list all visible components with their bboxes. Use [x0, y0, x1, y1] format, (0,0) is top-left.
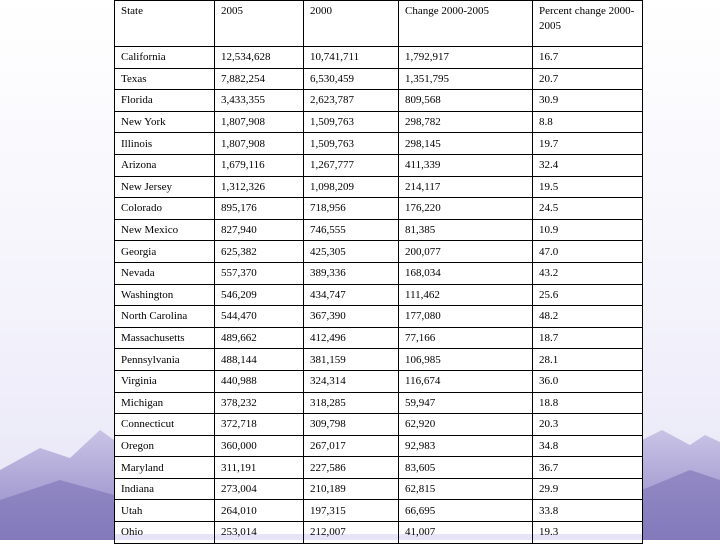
cell-state: Virginia: [115, 370, 215, 392]
cell-2000: 746,555: [304, 219, 399, 241]
cell-2005: 3,433,355: [215, 90, 304, 112]
cell-change: 809,568: [399, 90, 533, 112]
cell-state: Indiana: [115, 478, 215, 500]
table-row: [115, 478, 643, 500]
table-row: [115, 414, 643, 436]
cell-2005: 1,679,116: [215, 154, 304, 176]
cell-percent: 24.5: [533, 198, 643, 220]
cell-2000: 10,741,711: [304, 47, 399, 69]
table-row: [115, 370, 643, 392]
cell-2000: 197,315: [304, 500, 399, 522]
cell-percent: 34.8: [533, 435, 643, 457]
cell-change: 298,782: [399, 111, 533, 133]
cell-change: 62,920: [399, 414, 533, 436]
cell-2005: 253,014: [215, 522, 304, 544]
cell-state: Connecticut: [115, 414, 215, 436]
table-row: [115, 457, 643, 479]
table-row: [115, 68, 643, 90]
cell-2000: 1,267,777: [304, 154, 399, 176]
cell-2000: 425,305: [304, 241, 399, 263]
cell-2005: 546,209: [215, 284, 304, 306]
cell-2005: 1,807,908: [215, 133, 304, 155]
cell-change: 111,462: [399, 284, 533, 306]
cell-2000: 227,586: [304, 457, 399, 479]
cell-change: 176,220: [399, 198, 533, 220]
cell-2000: 367,390: [304, 306, 399, 328]
cell-2000: 324,314: [304, 370, 399, 392]
cell-percent: 19.3: [533, 522, 643, 544]
table-row: [115, 262, 643, 284]
cell-percent: 36.0: [533, 370, 643, 392]
cell-2000: 1,509,763: [304, 111, 399, 133]
cell-2005: 378,232: [215, 392, 304, 414]
cell-state: Arizona: [115, 154, 215, 176]
header-change: Change 2000-2005: [399, 1, 533, 47]
table-row: [115, 47, 643, 69]
cell-state: New Mexico: [115, 219, 215, 241]
cell-2005: 625,382: [215, 241, 304, 263]
table-row: [115, 111, 643, 133]
header-row: [115, 1, 643, 47]
table-row: [115, 435, 643, 457]
table-row: [115, 392, 643, 414]
cell-change: 92,983: [399, 435, 533, 457]
cell-2005: 264,010: [215, 500, 304, 522]
cell-percent: 20.7: [533, 68, 643, 90]
cell-2005: 372,718: [215, 414, 304, 436]
cell-change: 83,605: [399, 457, 533, 479]
cell-change: 116,674: [399, 370, 533, 392]
cell-state: Nevada: [115, 262, 215, 284]
population-table: [114, 0, 643, 544]
cell-change: 59,947: [399, 392, 533, 414]
table-row: [115, 90, 643, 112]
cell-change: 1,351,795: [399, 68, 533, 90]
cell-state: New York: [115, 111, 215, 133]
cell-percent: 43.2: [533, 262, 643, 284]
cell-change: 177,080: [399, 306, 533, 328]
cell-percent: 28.1: [533, 349, 643, 371]
cell-2005: 895,176: [215, 198, 304, 220]
cell-2005: 1,312,326: [215, 176, 304, 198]
cell-change: 62,815: [399, 478, 533, 500]
cell-2000: 1,098,209: [304, 176, 399, 198]
cell-percent: 18.8: [533, 392, 643, 414]
cell-change: 298,145: [399, 133, 533, 155]
cell-percent: 19.5: [533, 176, 643, 198]
cell-percent: 48.2: [533, 306, 643, 328]
cell-change: 41,007: [399, 522, 533, 544]
cell-percent: 8.8: [533, 111, 643, 133]
cell-percent: 25.6: [533, 284, 643, 306]
cell-state: Ohio: [115, 522, 215, 544]
cell-state: Illinois: [115, 133, 215, 155]
table-row: [115, 219, 643, 241]
cell-state: Oregon: [115, 435, 215, 457]
cell-percent: 16.7: [533, 47, 643, 69]
cell-2000: 434,747: [304, 284, 399, 306]
cell-state: Texas: [115, 68, 215, 90]
cell-change: 77,166: [399, 327, 533, 349]
table-row: [115, 154, 643, 176]
cell-state: Washington: [115, 284, 215, 306]
cell-2000: 412,496: [304, 327, 399, 349]
cell-percent: 10.9: [533, 219, 643, 241]
cell-change: 106,985: [399, 349, 533, 371]
cell-percent: 36.7: [533, 457, 643, 479]
cell-2000: 6,530,459: [304, 68, 399, 90]
cell-percent: 29.9: [533, 478, 643, 500]
cell-2005: 12,534,628: [215, 47, 304, 69]
cell-change: 200,077: [399, 241, 533, 263]
cell-state: Colorado: [115, 198, 215, 220]
cell-state: California: [115, 47, 215, 69]
cell-change: 1,792,917: [399, 47, 533, 69]
cell-2005: 273,004: [215, 478, 304, 500]
cell-change: 81,385: [399, 219, 533, 241]
cell-2005: 557,370: [215, 262, 304, 284]
cell-state: Maryland: [115, 457, 215, 479]
table-row: [115, 500, 643, 522]
cell-percent: 18.7: [533, 327, 643, 349]
cell-state: North Carolina: [115, 306, 215, 328]
cell-state: Georgia: [115, 241, 215, 263]
cell-2000: 1,509,763: [304, 133, 399, 155]
cell-2005: 360,000: [215, 435, 304, 457]
cell-2005: 827,940: [215, 219, 304, 241]
cell-state: New Jersey: [115, 176, 215, 198]
cell-change: 214,117: [399, 176, 533, 198]
header-state: State: [115, 1, 215, 47]
cell-2005: 1,807,908: [215, 111, 304, 133]
cell-2000: 2,623,787: [304, 90, 399, 112]
cell-change: 66,695: [399, 500, 533, 522]
cell-state: Michigan: [115, 392, 215, 414]
cell-2000: 389,336: [304, 262, 399, 284]
cell-2005: 7,882,254: [215, 68, 304, 90]
table-row: [115, 306, 643, 328]
cell-2000: 318,285: [304, 392, 399, 414]
cell-state: Massachusetts: [115, 327, 215, 349]
table-row: [115, 198, 643, 220]
cell-percent: 20.3: [533, 414, 643, 436]
cell-percent: 47.0: [533, 241, 643, 263]
cell-percent: 19.7: [533, 133, 643, 155]
cell-2005: 488,144: [215, 349, 304, 371]
table-container: [114, 0, 642, 539]
cell-change: 168,034: [399, 262, 533, 284]
table-row: [115, 176, 643, 198]
header-2005: 2005: [215, 1, 304, 47]
table-row: [115, 241, 643, 263]
table-row: [115, 284, 643, 306]
cell-2000: 267,017: [304, 435, 399, 457]
cell-2005: 544,470: [215, 306, 304, 328]
table-row: [115, 133, 643, 155]
cell-2005: 440,988: [215, 370, 304, 392]
cell-percent: 30.9: [533, 90, 643, 112]
cell-2005: 311,191: [215, 457, 304, 479]
cell-2000: 718,956: [304, 198, 399, 220]
cell-2000: 210,189: [304, 478, 399, 500]
cell-state: Utah: [115, 500, 215, 522]
table-row: [115, 327, 643, 349]
cell-percent: 33.8: [533, 500, 643, 522]
cell-state: Florida: [115, 90, 215, 112]
cell-change: 411,339: [399, 154, 533, 176]
header-2000: 2000: [304, 1, 399, 47]
cell-2005: 489,662: [215, 327, 304, 349]
header-percent-change: Percent change 2000-2005: [533, 1, 643, 47]
cell-2000: 309,798: [304, 414, 399, 436]
cell-state: Pennsylvania: [115, 349, 215, 371]
cell-2000: 212,007: [304, 522, 399, 544]
cell-2000: 381,159: [304, 349, 399, 371]
cell-percent: 32.4: [533, 154, 643, 176]
table-row: [115, 349, 643, 371]
